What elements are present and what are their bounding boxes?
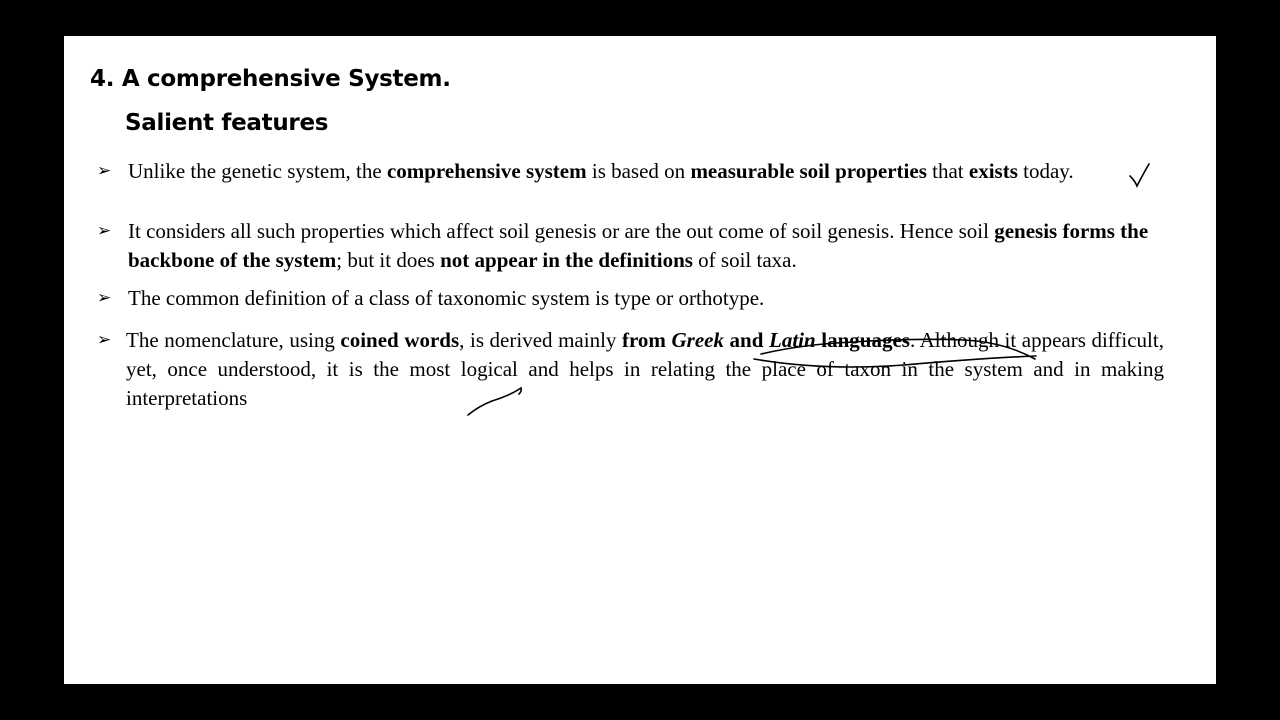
bullet-arrow-icon: ➢ (97, 221, 112, 241)
text-run: is based on (586, 159, 691, 183)
text-run: The nomenclature, using (126, 328, 341, 352)
slide-title: 4. A comprehensive System. (90, 66, 451, 92)
text-run: of soil taxa. (692, 248, 797, 272)
text-run: , is derived mainly (459, 328, 622, 352)
text-run: exists (968, 159, 1018, 183)
bullet-text (128, 157, 1164, 186)
text-run: Latin (769, 328, 816, 352)
text-run: not appear in the definitions (440, 248, 693, 272)
bullet-text (128, 217, 1164, 275)
text-run: and (723, 328, 769, 352)
text-run: measurable soil properties (690, 159, 927, 183)
text-run: Greek (671, 328, 724, 352)
text-run: languages (815, 328, 910, 352)
slide (64, 36, 1216, 684)
text-run: It considers all such properties which affect soil genesis or are the out come of soil genesis. Hence soil (128, 219, 995, 243)
text-run: that (926, 159, 969, 183)
text-run: Unlike the genetic system, the (128, 159, 387, 183)
bullet-arrow-icon: ➢ (97, 288, 112, 308)
slide-subtitle: Salient features (125, 110, 329, 136)
text-run: . Although it appears difficult, yet, once understood, it is the most logical and helps in relating the place of taxon in the system and in making interpretations (126, 328, 1164, 410)
text-run: from (622, 328, 672, 352)
text-run: coined words (340, 328, 460, 352)
text-run: today. (1017, 159, 1074, 183)
bullet-text (128, 284, 1164, 313)
text-run: comprehensive system (386, 159, 587, 183)
text-run: The common definition of a class of taxonomic system is type or orthotype. (128, 286, 765, 310)
bullet-arrow-icon: ➢ (97, 330, 112, 350)
text-run: ; but it does (336, 248, 441, 272)
bullet-arrow-icon: ➢ (97, 161, 112, 181)
bullet-text (126, 326, 1164, 413)
text-run: genesis forms the backbone of the system (128, 219, 1149, 272)
